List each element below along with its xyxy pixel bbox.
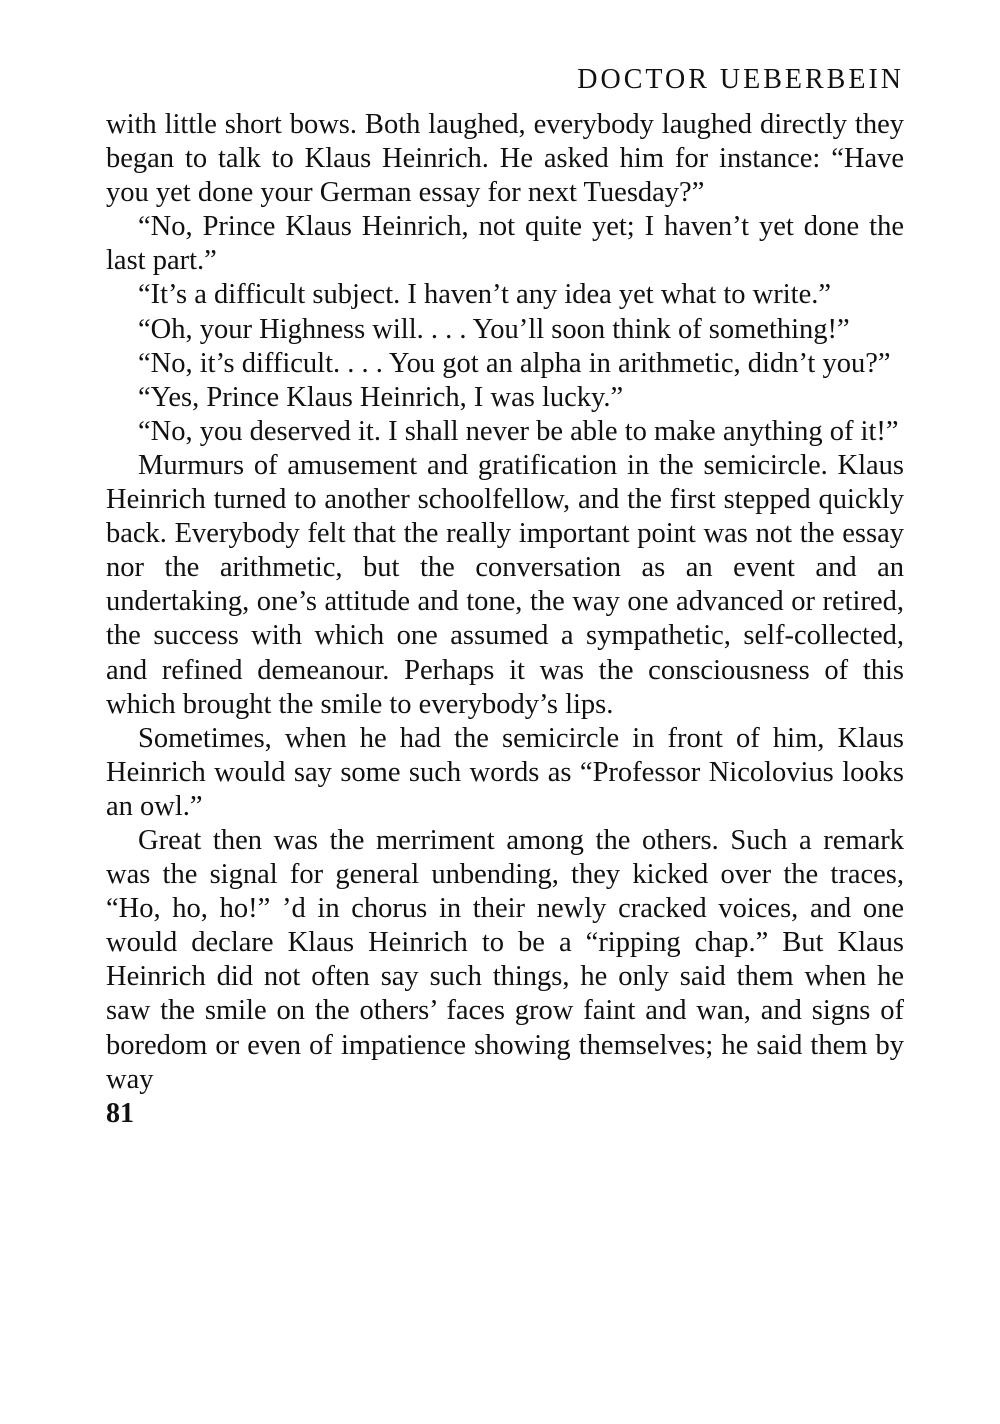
paragraph: “Oh, your Highness will. . . . You’ll soon think of something!” xyxy=(138,313,850,345)
paragraph: Sometimes, when he had the semicircle in front of him, Klaus Heinrich would say some such words as “Professor Nicolovius looks an owl.” xyxy=(106,722,904,822)
book-page xyxy=(106,62,904,1131)
body-text xyxy=(106,108,904,1097)
page-number: 81 xyxy=(106,1097,134,1129)
running-title: DOCTOR UEBERBEIN xyxy=(577,64,904,95)
paragraph: “Yes, Prince Klaus Heinrich, I was lucky.” xyxy=(138,381,624,413)
paragraph: “No, you deserved it. I shall never be able to make anything of it!” xyxy=(138,415,899,447)
paragraph: with little short bows. Both laughed, everybody laughed directly they began to talk to Klaus Heinrich. He asked him for instance: “Have you yet done your German essay for next Tuesday?” xyxy=(106,109,904,209)
paragraph: “It’s a difficult subject. I haven’t any idea yet what to write.” xyxy=(138,279,832,311)
paragraph: Murmurs of amusement and gratification in the semicircle. Klaus Heinrich turned to another schoolfellow, and the first stepped quickly back. Everybody felt that the really important point was not the essay nor the arithmetic, but the conversation as an event and an undertaking, one’s attitude and tone, the way one advanced or retired, the success with which one assumed a sympathetic, self-collected, and refined demeanour. Perhaps it was the consciousness of this which brought the smile to everybody’s lips. xyxy=(106,449,904,720)
paragraph: “No, it’s difficult. . . . You got an alpha in arithmetic, didn’t you?” xyxy=(138,347,891,379)
paragraph: Great then was the merriment among the others. Such a remark was the signal for general unbending, they kicked over the traces, “Ho, ho, ho!” ’d in chorus in their newly cracked voices, and one would declare Klaus Heinrich to be a “ripping chap.” But Klaus Heinrich did not often say such things, he only said them when he saw the smile on the others’ faces grow faint and wan, and signs of boredom or even of impatience showing themselves; he said them by way xyxy=(106,824,904,1095)
paragraph: “No, Prince Klaus Heinrich, not quite yet; I haven’t yet done the last part.” xyxy=(106,211,904,277)
